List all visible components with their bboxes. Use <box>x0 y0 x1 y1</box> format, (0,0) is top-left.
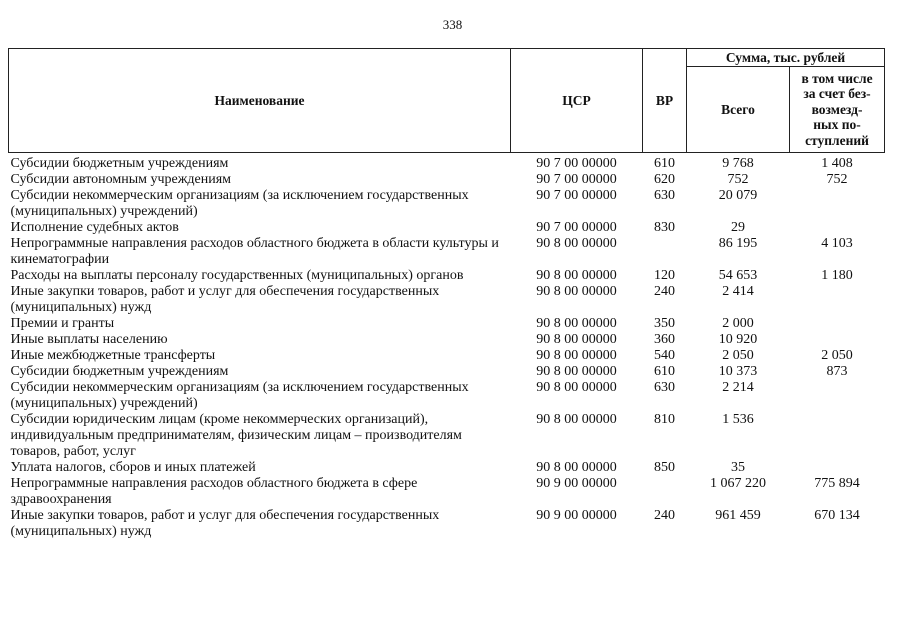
cell-csr: 90 8 00 00000 <box>536 284 617 299</box>
cell-name: Премии и гранты <box>10 316 115 331</box>
cell-vr: 850 <box>654 460 675 475</box>
cell-total: 9 768 <box>722 156 754 171</box>
cell-free-receipts <box>790 316 885 332</box>
cell-total: 1 067 220 <box>710 476 766 491</box>
cell-vr: 810 <box>654 412 675 427</box>
cell-total: 2 414 <box>722 284 754 299</box>
cell-free-receipts <box>790 188 885 220</box>
cell-csr: 90 8 00 00000 <box>536 380 617 395</box>
cell-vr: 830 <box>654 220 675 235</box>
header-total: Всего <box>687 67 790 153</box>
cell-csr: 90 7 00 00000 <box>536 188 617 203</box>
header-free-line-5: ступлений <box>805 132 869 148</box>
cell-total: 35 <box>731 460 745 475</box>
cell-total: 2 000 <box>722 316 754 331</box>
cell-vr: 360 <box>654 332 675 347</box>
cell-free-receipts <box>790 332 885 348</box>
cell-vr: 350 <box>654 316 675 331</box>
cell-name: Субсидии юридическим лицам (кроме некоммерческих организаций), индивидуальным предпринимателям, физическим лицам – производителям товаров, работ, услуг <box>10 412 462 459</box>
cell-name: Иные закупки товаров, работ и услуг для обеспечения государственных (муниципальных) нужд <box>10 284 440 315</box>
header-free-receipts <box>790 67 885 153</box>
cell-csr: 90 8 00 00000 <box>536 412 617 427</box>
cell-name: Субсидии бюджетным учреждениям <box>10 156 229 171</box>
header-free-line-3: возмезд- <box>811 101 863 117</box>
cell-vr: 610 <box>654 364 675 379</box>
table-row <box>9 172 885 188</box>
table-row <box>9 220 885 236</box>
cell-total: 20 079 <box>718 188 758 203</box>
cell-name: Субсидии бюджетным учреждениям <box>10 364 229 379</box>
cell-free-receipts: 752 <box>826 172 848 187</box>
table-row <box>9 268 885 284</box>
table-row <box>9 476 885 508</box>
cell-free-receipts <box>790 220 885 236</box>
cell-csr: 90 7 00 00000 <box>536 172 617 187</box>
cell-csr: 90 8 00 00000 <box>536 364 617 379</box>
header-sum-group: Сумма, тыс. рублей <box>687 49 885 67</box>
cell-total: 10 920 <box>718 332 758 347</box>
cell-free-receipts: 873 <box>826 364 848 379</box>
table-row <box>9 284 885 316</box>
cell-vr <box>643 236 687 268</box>
cell-csr: 90 7 00 00000 <box>536 220 617 235</box>
cell-name: Расходы на выплаты персоналу государственных (муниципальных) органов <box>10 268 464 283</box>
cell-csr: 90 8 00 00000 <box>536 332 617 347</box>
table-row <box>9 236 885 268</box>
cell-total: 10 373 <box>718 364 758 379</box>
cell-free-receipts: 775 894 <box>814 476 860 491</box>
table-row <box>9 380 885 412</box>
header-free-line-1: в том числе <box>801 70 873 86</box>
cell-name: Уплата налогов, сборов и иных платежей <box>10 460 256 475</box>
cell-name: Иные выплаты населению <box>10 332 168 347</box>
cell-total: 752 <box>727 172 749 187</box>
cell-total: 2 050 <box>722 348 754 363</box>
budget-table <box>8 48 885 540</box>
cell-free-receipts: 1 180 <box>821 268 853 283</box>
cell-total: 961 459 <box>715 508 761 523</box>
header-name: Наименование <box>9 49 511 153</box>
cell-total: 54 653 <box>718 268 758 283</box>
cell-vr: 630 <box>654 380 675 395</box>
table-row <box>9 188 885 220</box>
cell-csr: 90 9 00 00000 <box>536 476 617 491</box>
cell-name: Исполнение судебных актов <box>10 220 179 235</box>
cell-csr: 90 8 00 00000 <box>536 316 617 331</box>
cell-csr: 90 9 00 00000 <box>536 508 617 523</box>
cell-free-receipts <box>790 460 885 476</box>
cell-total: 86 195 <box>718 236 758 251</box>
cell-vr: 240 <box>654 284 675 299</box>
cell-csr: 90 8 00 00000 <box>536 348 617 363</box>
cell-vr <box>643 476 687 508</box>
header-free-line-4: ных по- <box>813 117 861 133</box>
table-row <box>9 412 885 460</box>
cell-free-receipts <box>790 380 885 412</box>
cell-free-receipts: 4 103 <box>821 236 853 251</box>
cell-total: 1 536 <box>722 412 754 427</box>
table-row <box>9 156 885 172</box>
cell-name: Субсидии автономным учреждениям <box>10 172 232 187</box>
table-row <box>9 316 885 332</box>
cell-name: Непрограммные направления расходов областного бюджета в сфере здравоохранения <box>10 476 418 507</box>
cell-csr: 90 7 00 00000 <box>536 156 617 171</box>
cell-csr: 90 8 00 00000 <box>536 268 617 283</box>
table-body <box>9 153 885 541</box>
cell-name: Иные закупки товаров, работ и услуг для обеспечения государственных (муниципальных) нужд <box>10 508 440 539</box>
table-header <box>9 49 885 153</box>
cell-vr: 620 <box>654 172 675 187</box>
table-row <box>9 332 885 348</box>
cell-vr: 630 <box>654 188 675 203</box>
cell-name: Непрограммные направления расходов областного бюджета в области культуры и кинематографии <box>10 236 499 267</box>
cell-free-receipts: 670 134 <box>814 508 860 523</box>
cell-vr: 240 <box>654 508 675 523</box>
header-free-line-2: за счет без- <box>803 86 871 102</box>
cell-free-receipts: 1 408 <box>821 156 853 171</box>
table-row <box>9 460 885 476</box>
header-csr: ЦСР <box>511 49 643 153</box>
cell-total: 2 214 <box>722 380 754 395</box>
cell-vr: 610 <box>654 156 675 171</box>
page-number: 338 <box>442 17 463 32</box>
table-row <box>9 364 885 380</box>
table-row <box>9 508 885 540</box>
cell-free-receipts <box>790 412 885 460</box>
cell-vr: 540 <box>654 348 675 363</box>
cell-total: 29 <box>731 220 745 235</box>
cell-csr: 90 8 00 00000 <box>536 460 617 475</box>
cell-vr: 120 <box>654 268 675 283</box>
cell-name: Иные межбюджетные трансферты <box>10 348 216 363</box>
cell-free-receipts: 2 050 <box>821 348 853 363</box>
cell-csr: 90 8 00 00000 <box>536 236 617 251</box>
table-row <box>9 348 885 364</box>
cell-free-receipts <box>790 284 885 316</box>
cell-name: Субсидии некоммерческим организациям (за исключением государственных (муниципальных) учреждений) <box>10 188 469 219</box>
header-vr: ВР <box>643 49 687 153</box>
cell-name: Субсидии некоммерческим организациям (за исключением государственных (муниципальных) учреждений) <box>10 380 469 411</box>
